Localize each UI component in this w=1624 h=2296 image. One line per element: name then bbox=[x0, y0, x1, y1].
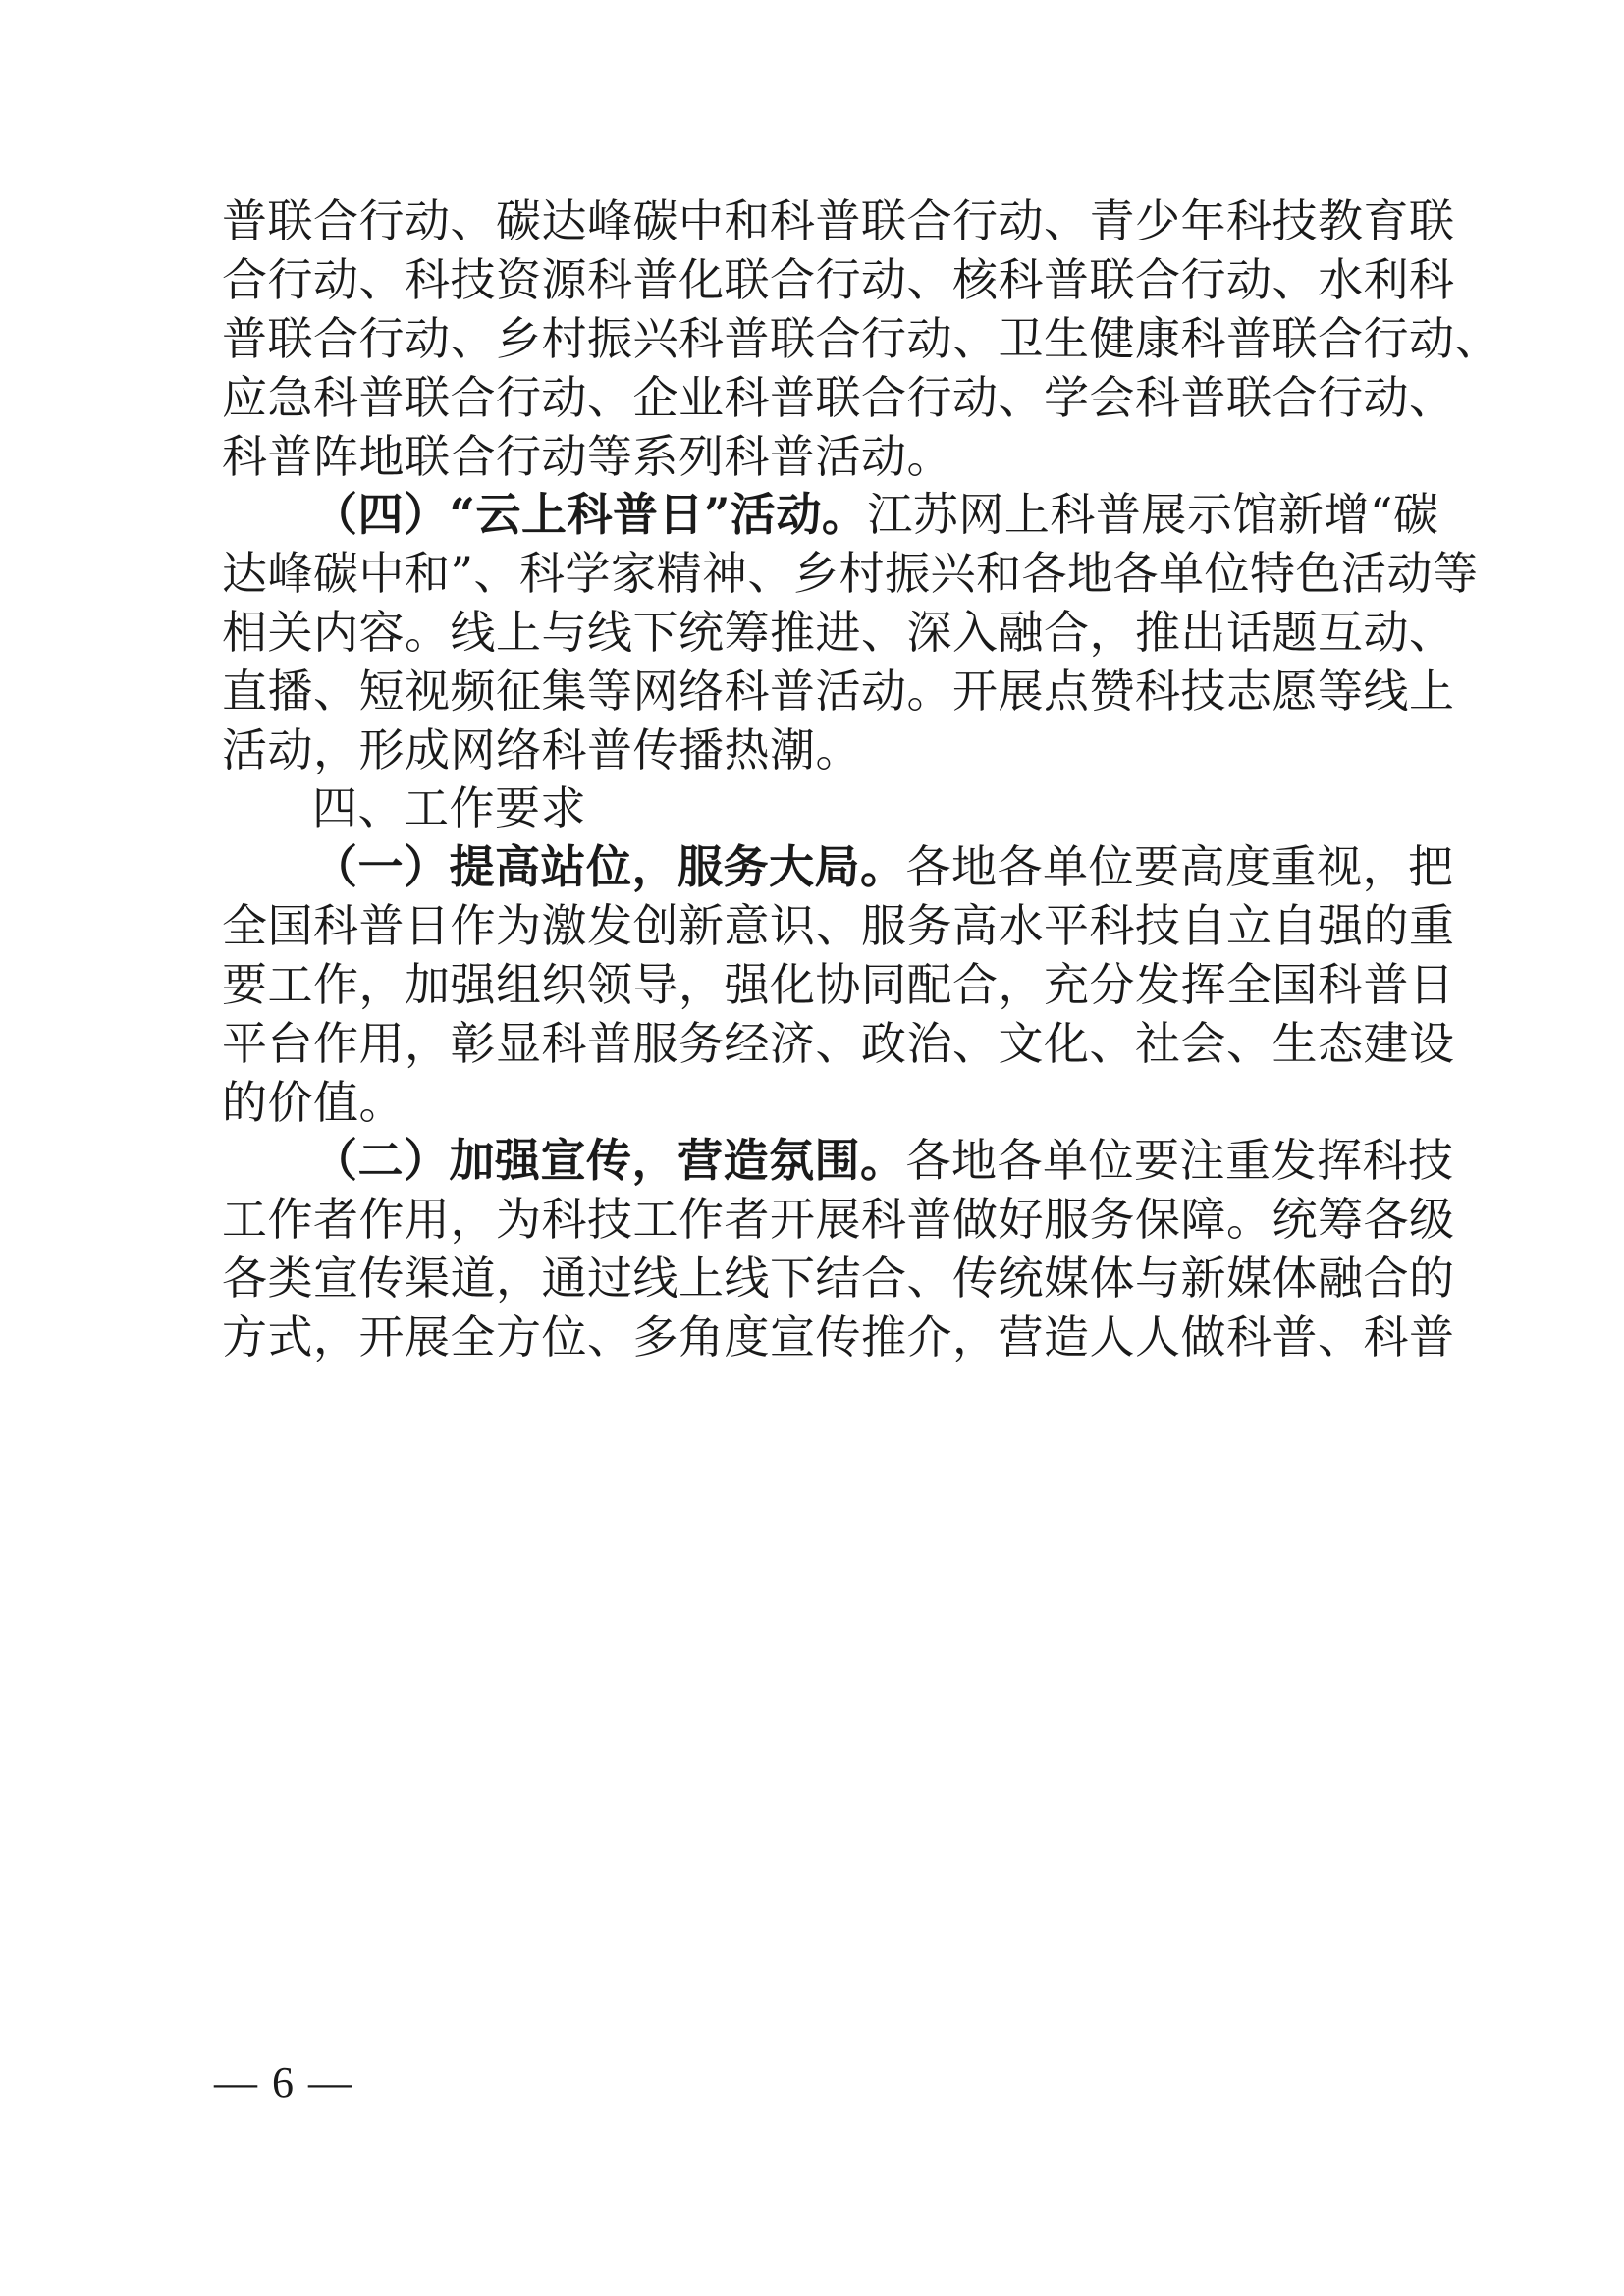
body-line: 应急科普联合行动、企业科普联合行动、学会科普联合行动、 bbox=[222, 371, 1455, 424]
body-line: 科普阵地联合行动等系列科普活动。 bbox=[222, 430, 952, 483]
body-line: 全国科普日作为激发创新意识、服务高水平科技自立自强的重 bbox=[222, 899, 1455, 952]
body-line: 合行动、科技资源科普化联合行动、核科普联合行动、水利科 bbox=[222, 253, 1455, 306]
section-heading: （一）提高站位，服务大局。 bbox=[312, 840, 906, 893]
page-number: — 6 — bbox=[214, 2058, 353, 2107]
body-line: 直播、短视频征集等网络科普活动。开展点赞科技志愿等线上 bbox=[222, 665, 1455, 718]
chapter-heading: 四、工作要求 bbox=[312, 781, 586, 834]
body-line: 普联合行动、碳达峰碳中和科普联合行动、青少年科技教育联 bbox=[222, 194, 1455, 247]
body-line: 平台作用，彰显科普服务经济、政治、文化、社会、生态建设 bbox=[222, 1017, 1455, 1070]
body-line: 要工作，加强组织领导，强化协同配合，充分发挥全国科普日 bbox=[222, 958, 1455, 1011]
body-line: 的价值。 bbox=[222, 1076, 405, 1129]
body-line: 普联合行动、乡村振兴科普联合行动、卫生健康科普联合行动、 bbox=[222, 312, 1500, 365]
section-paragraph-start bbox=[312, 837, 1454, 896]
body-line: 达峰碳中和”、科学家精神、乡村振兴和各地各单位特色活动等 bbox=[222, 547, 1479, 600]
section-text: 各地各单位要高度重视，把 bbox=[905, 840, 1454, 893]
section-paragraph-start bbox=[312, 1131, 1454, 1190]
body-line: 活动，形成网络科普传播热潮。 bbox=[222, 723, 861, 776]
section-heading: （二）加强宣传，营造氛围。 bbox=[312, 1134, 906, 1187]
body-line: 各类宣传渠道，通过线上线下结合、传统媒体与新媒体融合的 bbox=[222, 1252, 1455, 1305]
section-text: 江苏网上科普展示馆新增“碳 bbox=[867, 488, 1439, 541]
body-line: 工作者作用，为科技工作者开展科普做好服务保障。统筹各级 bbox=[222, 1193, 1455, 1246]
section-heading: （四）“云上科普日”活动。 bbox=[312, 488, 868, 541]
section-text: 各地各单位要注重发挥科技 bbox=[905, 1134, 1454, 1187]
body-line: 相关内容。线上与线下统筹推进、深入融合，推出话题互动、 bbox=[222, 606, 1455, 659]
body-line: 方式，开展全方位、多角度宣传推介，营造人人做科普、科普 bbox=[222, 1310, 1455, 1363]
section-paragraph-start bbox=[312, 485, 1439, 544]
